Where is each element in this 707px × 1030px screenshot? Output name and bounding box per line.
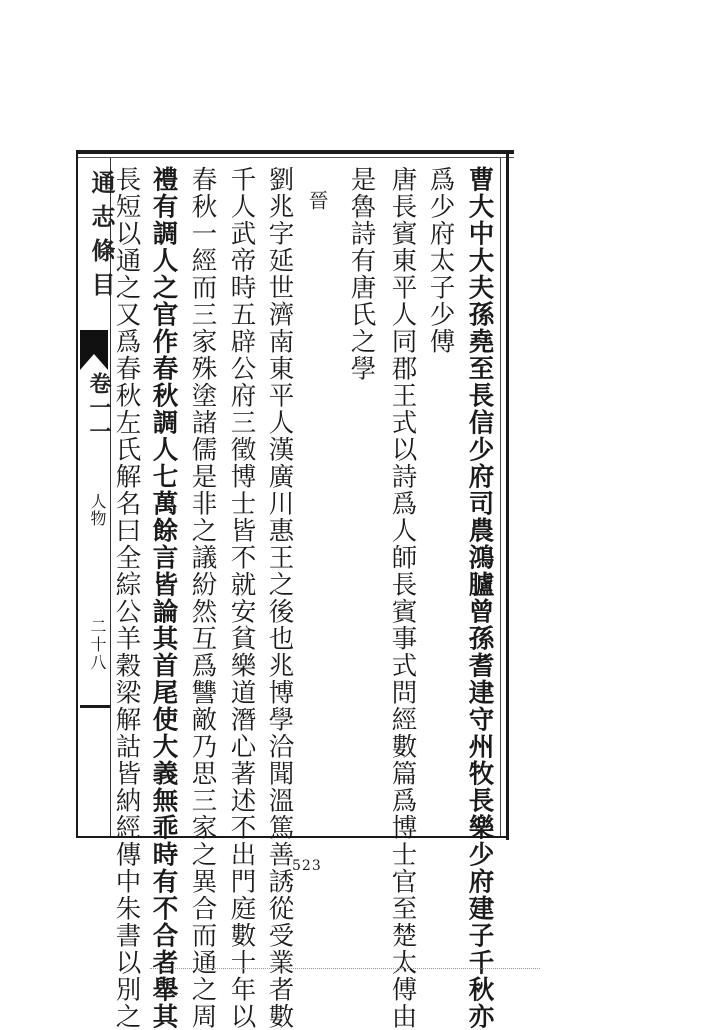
right-frame-inner-rule	[500, 158, 501, 838]
left-frame-rule	[76, 150, 78, 838]
margin-volume-label: 卷一一	[86, 372, 112, 444]
top-frame-rule	[76, 150, 514, 154]
text-column-7: 千人武帝時五辟公府三徵博士皆不就安貧樂道潛心著述不出門庭數十年以	[226, 166, 257, 1030]
text-column-9: 禮有調人之官作春秋調人七萬餘言皆論其首尾使大義無乖時有不合者舉其	[148, 166, 179, 1030]
page-number: 523	[292, 858, 322, 874]
margin-leaf-number: 二十八	[88, 618, 107, 672]
margin-book-title: 通志條目	[87, 170, 116, 306]
text-column-3: 唐長賓東平人同郡王式以詩爲人師長賓事式問經數篇爲博士官至楚太傅由	[387, 166, 418, 1030]
scan-speckle	[150, 968, 540, 975]
text-column-2: 爲少府太子少傅	[425, 166, 456, 355]
fish-tail-mark	[80, 330, 108, 370]
margin-section-label: 人物	[88, 493, 107, 527]
top-frame-inner-rule	[76, 157, 514, 158]
text-column-1: 曹大中大夫孫堯至長信少府司農鴻臚曾孫耆䢖守州牧長樂少府建子千秋亦	[464, 166, 495, 1030]
dynasty-heading: 晉	[305, 190, 329, 212]
text-column-6: 劉兆字延世濟南東平人漢廣川惠王之後也兆博學洽聞溫篤善誘從受業者數	[264, 166, 295, 1030]
text-column-8: 春秋一經而三家殊塗諸儒是非之議紛然互爲讐敵乃思三家之異合而通之周	[187, 166, 218, 1030]
right-frame-rule	[506, 150, 509, 840]
gutter-mark	[80, 705, 110, 708]
text-column-10: 長短以通之又爲春秋左氏解名曰全綜公羊穀梁解詁皆納經傳中朱書以別之	[111, 166, 142, 1030]
text-column-4: 是魯詩有唐氏之學	[346, 166, 377, 382]
